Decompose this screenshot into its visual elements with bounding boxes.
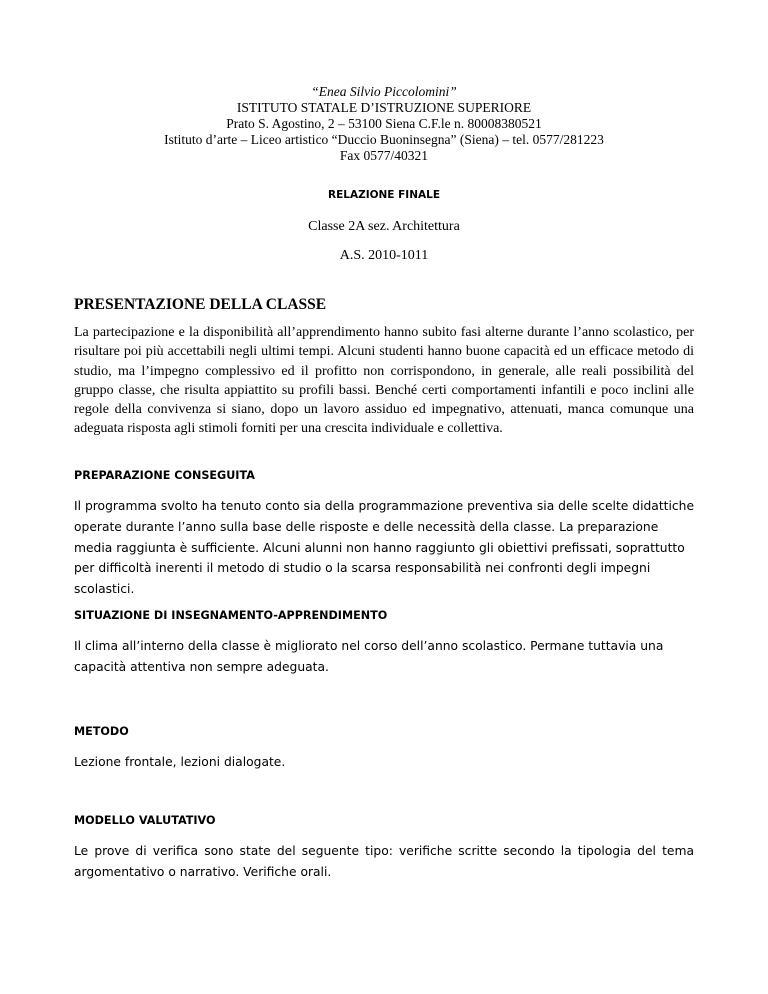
school-address: Prato S. Agostino, 2 – 53100 Siena C.F.le n. 80008380521: [226, 116, 542, 131]
school-fax: Fax 0577/40321: [339, 148, 429, 163]
section-body: Il programma svolto ha tenuto conto sia della programmazione preventiva sia delle scelte didattiche operate durante l’anno sulla base delle risposte e delle necessità della classe. La preparazione media raggiunta è sufficiente. Alcuni alunni non hanno raggiunto gli obiettivi prefissati, soprattutto per difficoltà inerenti il metodo di studio o la scarsa responsabilità nei confronti degli impegni scolastici.: [74, 499, 695, 597]
institute-type: ISTITUTO STATALE D’ISTRUZIONE SUPERIORE: [236, 100, 532, 115]
class-name: Classe 2A sez. Architettura: [308, 219, 460, 234]
school-year: A.S. 2010-1011: [339, 248, 429, 263]
section-body: Le prove di verifica sono state del seguente tipo: verifiche scritte secondo la tipologia del tema argomentativo o narrativo. Verifiche orali.: [74, 844, 694, 879]
section-situazione: [74, 609, 694, 678]
section-body: Lezione frontale, lezioni dialogate.: [74, 755, 286, 769]
section-heading: SITUAZIONE DI INSEGNAMENTO-APPRENDIMENTO: [74, 609, 388, 622]
section-preparazione: [74, 469, 694, 600]
section-modello: [74, 814, 694, 883]
section-heading: MODELLO VALUTATIVO: [74, 814, 216, 827]
school-header: [0, 84, 768, 164]
section-heading: PRESENTAZIONE DELLA CLASSE: [74, 296, 327, 313]
school-name: “Enea Silvio Piccolomini”: [311, 84, 457, 99]
section-body: La partecipazione e la disponibilità all’apprendimento hanno subito fasi alterne durante l’anno scolastico, per risultare poi più accettabili negli ultimi tempi. Alcuni studenti hanno buone capacità ed un efficace metodo di studio, ma l’impegno complessivo ed il profitto non corrispondono, in generale, alle reali possibilità del gruppo classe, che risulta appiattito su profili bassi. Benché certi comportamenti infantili e poco inclini alle regole della convivenza si siano, dopo un lavoro assiduo ed impegnativo, attenuati, manca comunque una adeguata risposta agli stimoli forniti per una crescita individuale e collettiva.: [74, 325, 694, 437]
section-metodo: [74, 725, 694, 773]
section-heading: PREPARAZIONE CONSEGUITA: [74, 469, 255, 482]
section-heading: METODO: [74, 725, 129, 738]
section-presentazione: [74, 296, 694, 439]
school-contacts: Istituto d’arte – Liceo artistico “Duccio Buoninsegna” (Siena) – tel. 0577/281223: [164, 132, 604, 147]
section-body: Il clima all’interno della classe è migliorato nel corso dell’anno scolastico. Permane tuttavia una capacità attentiva non sempre adeguata.: [74, 639, 664, 674]
report-title: RELAZIONE FINALE: [328, 189, 440, 201]
